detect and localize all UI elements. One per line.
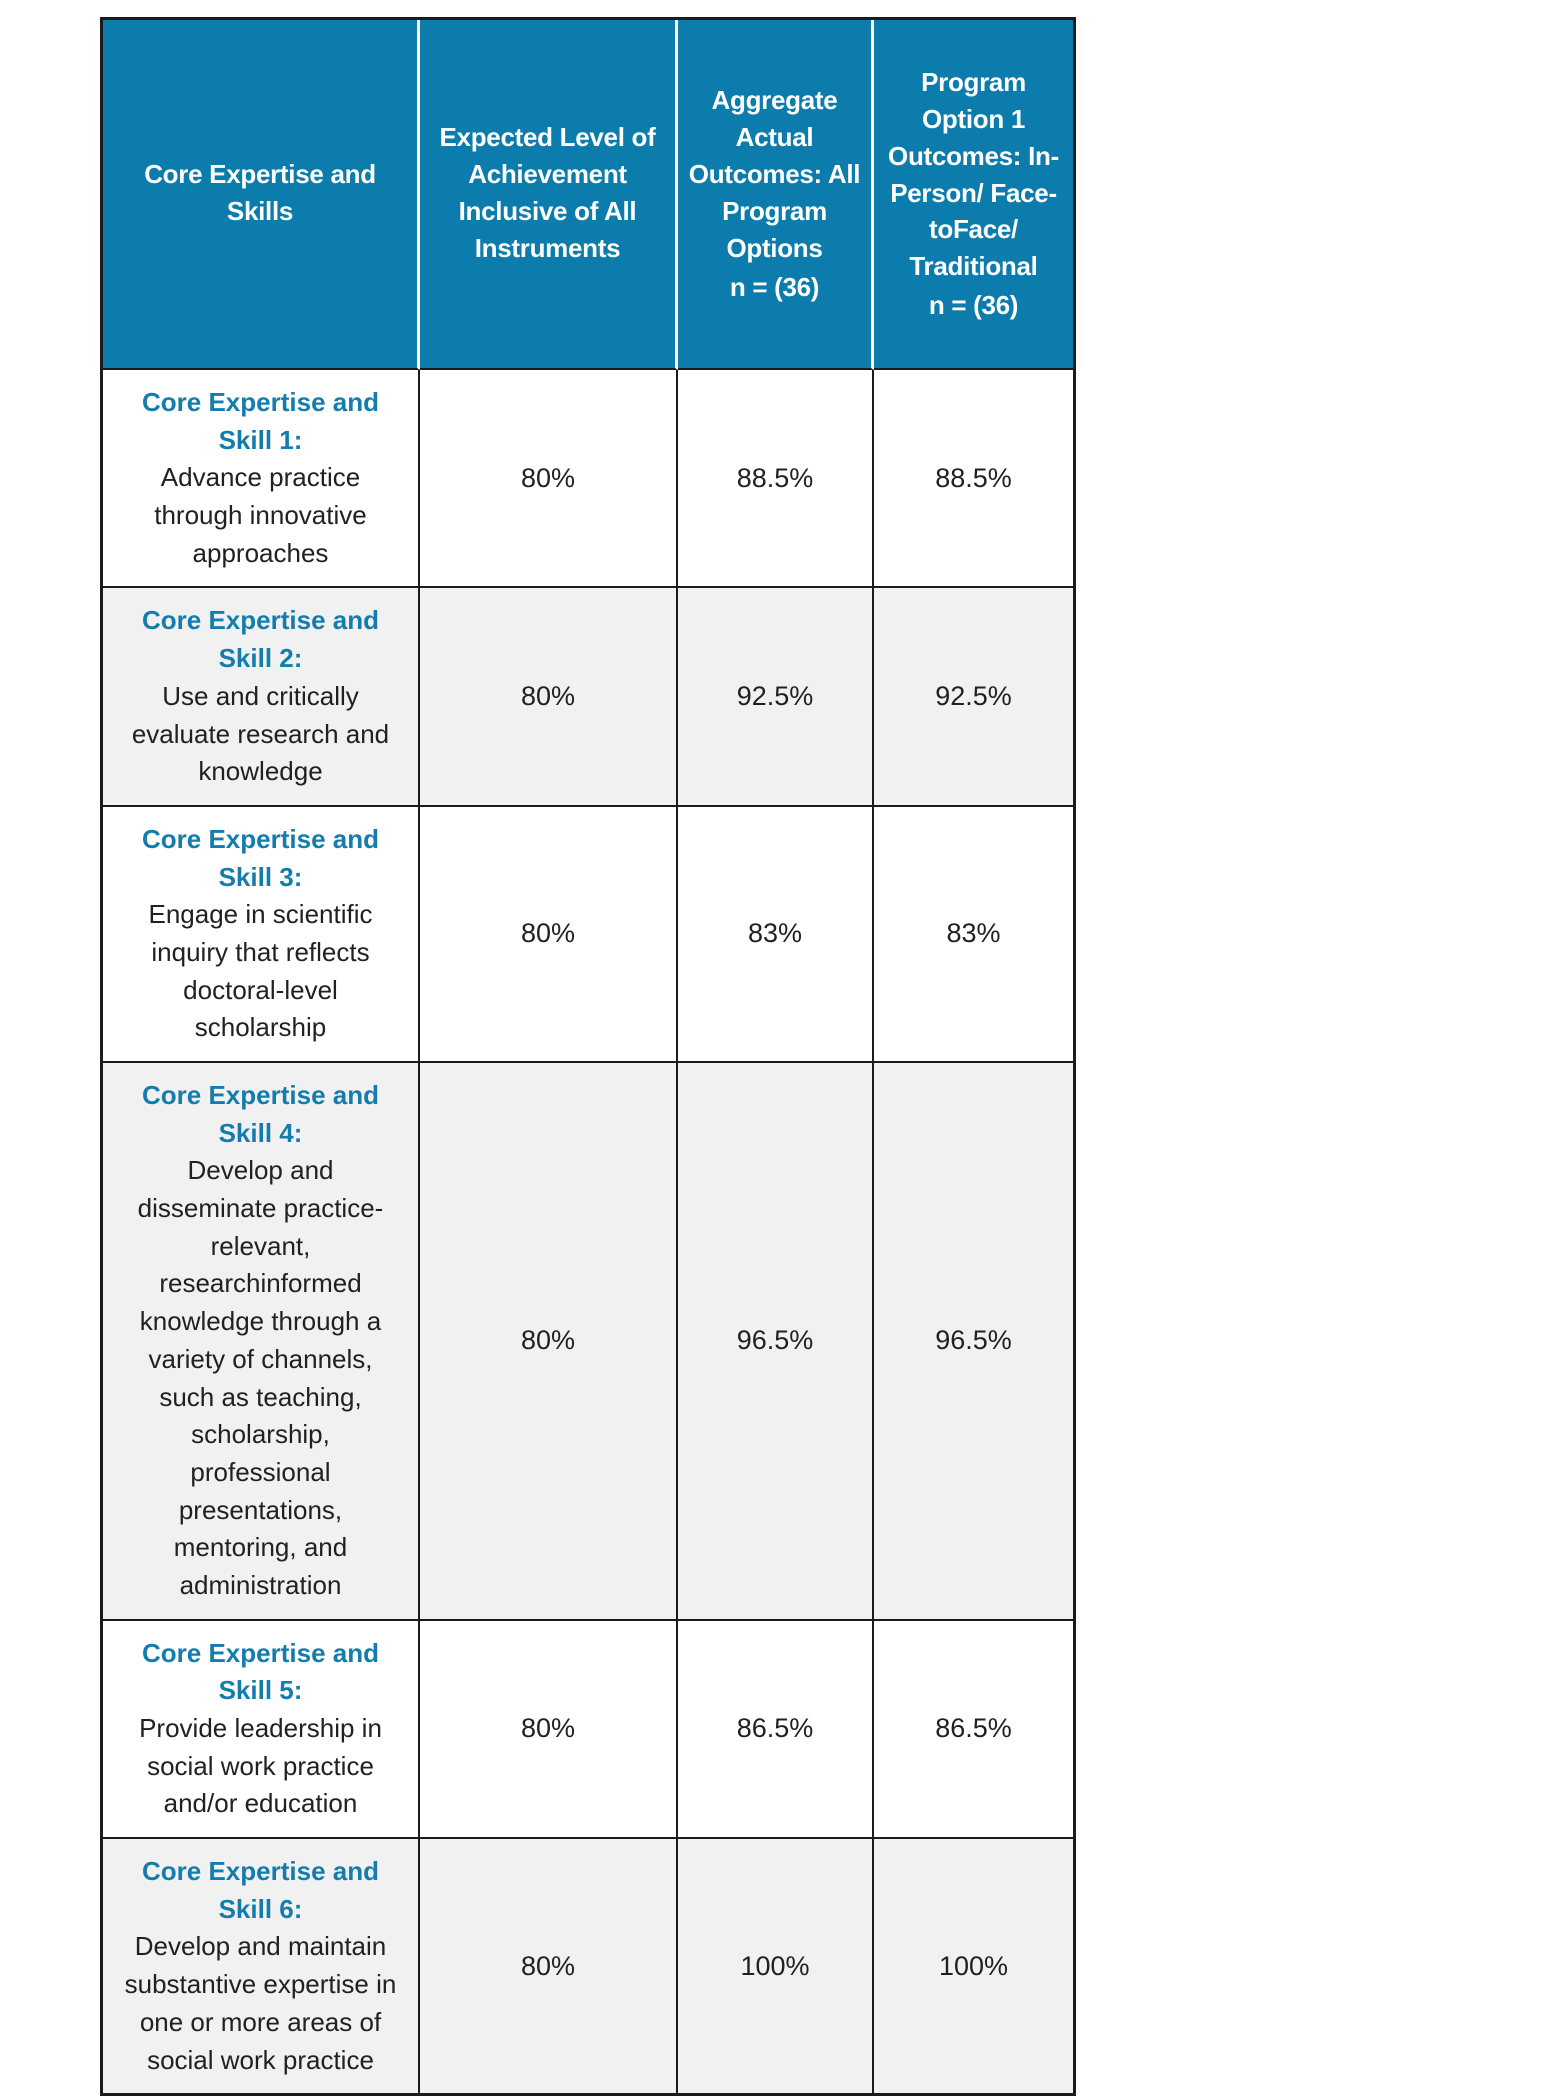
skill-cell	[103, 588, 420, 806]
outcomes-table	[100, 17, 1076, 2096]
skill-cell	[103, 1621, 420, 1839]
table-row-skill-5	[103, 1621, 1073, 1839]
expected-level-value: 80%	[420, 1839, 678, 2093]
skill-title: Core Expertise and Skill 4:	[142, 1080, 379, 1148]
expected-level-value: 80%	[420, 588, 678, 806]
column-header-aggregate-outcomes	[678, 20, 874, 370]
option1-outcome-value: 88.5%	[874, 370, 1073, 588]
table-row-skill-1	[103, 370, 1073, 588]
column-header-expected-level	[420, 20, 678, 370]
skill-description: Develop and disseminate practice-relevant, researchinformed knowledge through a variety of channels, such as teaching, scholarship, professional presentations, mentoring, and administration	[137, 1155, 384, 1600]
skill-cell	[103, 1063, 420, 1621]
column-header-title: Aggregate Actual Outcomes: All Program Options	[688, 85, 861, 263]
column-header-core-expertise	[103, 20, 420, 370]
table-row-skill-3	[103, 807, 1073, 1063]
skill-cell	[103, 807, 420, 1063]
skill-description: Advance practice through innovative approaches	[154, 462, 367, 568]
aggregate-outcome-value: 86.5%	[678, 1621, 874, 1839]
skill-title: Core Expertise and Skill 6:	[142, 1856, 379, 1924]
aggregate-outcome-value: 100%	[678, 1839, 874, 2093]
option1-outcome-value: 83%	[874, 807, 1073, 1063]
aggregate-outcome-value: 83%	[678, 807, 874, 1063]
expected-level-value: 80%	[420, 1063, 678, 1621]
skill-title: Core Expertise and Skill 3:	[142, 823, 379, 892]
table-header-row	[103, 20, 1073, 370]
column-header-title: Expected Level of Achievement Inclusive of All Instruments	[439, 122, 656, 263]
skill-title: Core Expertise and Skill 1:	[142, 387, 379, 455]
skill-title: Core Expertise and Skill 2:	[142, 605, 379, 674]
column-header-subtitle: n = (36)	[928, 290, 1019, 321]
aggregate-outcome-value: 88.5%	[678, 370, 874, 588]
aggregate-outcome-value: 92.5%	[678, 588, 874, 806]
skill-description: Provide leadership in social work practice and/or education	[139, 1713, 382, 1819]
expected-level-value: 80%	[420, 807, 678, 1063]
skill-cell	[103, 370, 420, 588]
column-header-title: Core Expertise and Skills	[144, 159, 376, 226]
skill-description: Develop and maintain substantive expertise in one or more areas of social work practice	[124, 1931, 397, 2075]
skill-description: Engage in scientific inquiry that reflects doctoral-level scholarship	[148, 899, 373, 1043]
option1-outcome-value: 100%	[874, 1839, 1073, 2093]
expected-level-value: 80%	[420, 1621, 678, 1839]
table-row-skill-4	[103, 1063, 1073, 1621]
aggregate-outcome-value: 96.5%	[678, 1063, 874, 1621]
table-row-skill-6	[103, 1839, 1073, 2093]
option1-outcome-value: 96.5%	[874, 1063, 1073, 1621]
column-header-option1-outcomes	[874, 20, 1073, 370]
option1-outcome-value: 86.5%	[874, 1621, 1073, 1839]
expected-level-value: 80%	[420, 370, 678, 588]
skill-cell	[103, 1839, 420, 2093]
skill-description: Use and critically evaluate research and knowledge	[131, 680, 390, 787]
column-header-subtitle: n = (36)	[729, 271, 820, 302]
option1-outcome-value: 92.5%	[874, 588, 1073, 806]
table-row-skill-2	[103, 588, 1073, 806]
column-header-title: Program Option 1 Outcomes: In-Person/ Face-toFace/ Traditional	[888, 66, 1059, 282]
skill-title: Core Expertise and Skill 5:	[142, 1637, 379, 1706]
